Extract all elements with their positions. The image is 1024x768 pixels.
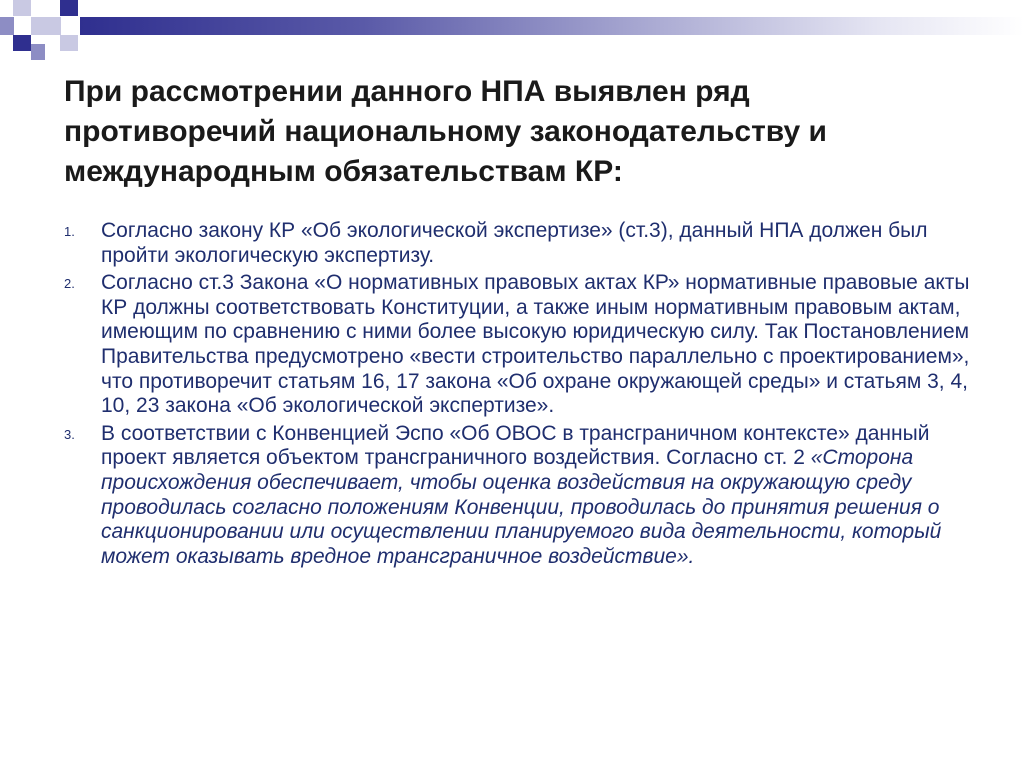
deco-square-light — [60, 35, 78, 51]
list-item-number: 1. — [64, 224, 75, 239]
list-item — [64, 219, 974, 268]
deco-square-light — [13, 0, 31, 16]
list-item-text: Согласно закону КР «Об экологической экспертизе» (ст.3), данный НПА должен был пройти экологическую экспертизу. — [101, 219, 928, 267]
list-item-quote: «Сторона происхождения обеспечивает, чтобы оценка воздействия на окружающую среду проводилась согласно положениям Конвенции, проводилась до принятия решения о санкционировании или осуществлении планируемого вида деятельности, который может оказывать вредное трансграничное воздействие». — [101, 446, 942, 568]
list-item-number: 2. — [64, 276, 75, 292]
list-item-text: В соответствии с Конвенцией Эспо «Об ОВОС в трансграничном контексте» данный проект является объектом трансграничного воздействия. Согласно ст. 2 — [101, 421, 930, 470]
header-decoration — [0, 0, 1024, 62]
deco-square-dark — [60, 0, 78, 16]
deco-square-light — [31, 17, 61, 35]
list-item-text: Согласно ст.3 Закона «О нормативных правовых актах КР» нормативные правовые акты КР должны соответствовать Конституции, а также иным нормативным правовым актам, имеющим по сравнению с ними более высокую юридическую силу. Так Постановлением Правительства предусмотрено «вести строительство параллельно с проектированием», что противоречит статьям 16, 17 закона «Об охране окружающей среды» и статьям 3, 4, 10, 23 закона «Об экологической экспертизе». — [101, 271, 970, 418]
numbered-list — [64, 219, 974, 572]
deco-square-mid — [31, 44, 45, 60]
deco-square-mid — [0, 17, 14, 35]
list-item — [64, 271, 974, 419]
slide-title: При рассмотрении данного НПА выявлен ряд противоречий национальному законодательству и международным обязательствам КР: — [64, 75, 827, 188]
deco-square-dark — [13, 35, 31, 51]
list-item — [64, 422, 974, 570]
header-gradient-bar — [80, 17, 1024, 35]
list-item-number: 3. — [64, 426, 75, 442]
